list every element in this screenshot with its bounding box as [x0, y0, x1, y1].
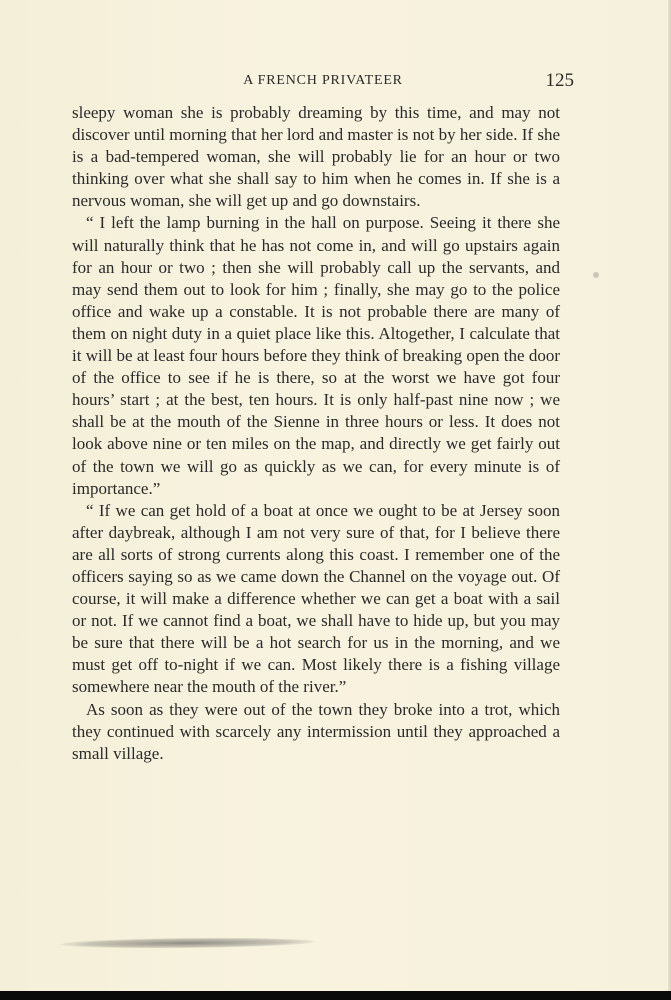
body-text [72, 102, 560, 765]
running-title: A FRENCH PRIVATEER [243, 73, 403, 88]
ink-smudge [60, 937, 315, 950]
scan-border [0, 991, 671, 1000]
paragraph: As soon as they were out of the town they broke into a trot, which they continued with scarcely any intermission until they approached a small village. [72, 699, 560, 763]
page-number: 125 [545, 70, 574, 91]
running-head [72, 70, 574, 94]
paragraph: “ If we can get hold of a boat at once we ought to be at Jersey soon after daybreak, although I am not very sure of that, for I believe there are all sorts of strong currents along this coast. I remember one of the officers saying so as we came down the Channel on the voyage out. Of course, it will make a difference whether we can get a boat with a sail or not. If we cannot find a boat, we shall have to hide up, but you may be sure that there will be a hot search for us in the morning, and we must get off to-night if we can. Most likely there is a fishing village somewhere near the mouth of the river.” [72, 500, 560, 697]
paper-speck [593, 272, 599, 278]
paragraph: “ I left the lamp burning in the hall on purpose. Seeing it there she will naturally think that he has not come in, and will go upstairs again for an hour or two ; then she will probably call up the servants, and may send them out to look for him ; finally, she may go to the police office and wake up a constable. It is not probable there are many of them on night duty in a quiet place like this. Altogether, I calculate that it will be at least four hours before they think of breaking open the door of the office to see if he is there, so at the worst we have got four hours’ start ; at the best, ten hours. It is only half-past nine now ; we shall be at the mouth of the Sienne in three hours or less. It does not look above nine or ten miles on the map, and directly we get fairly out of the town we will go as quickly as we can, for every minute is of importance.” [72, 213, 560, 498]
paragraph: sleepy woman she is probably dreaming by this time, and may not discover until morning that her lord and master is not by her side. If she is a bad-tempered woman, she will probably lie for an hour or two thinking over what she shall say to him when he comes in. If she is a nervous woman, she will get up and go downstairs. [72, 103, 560, 211]
